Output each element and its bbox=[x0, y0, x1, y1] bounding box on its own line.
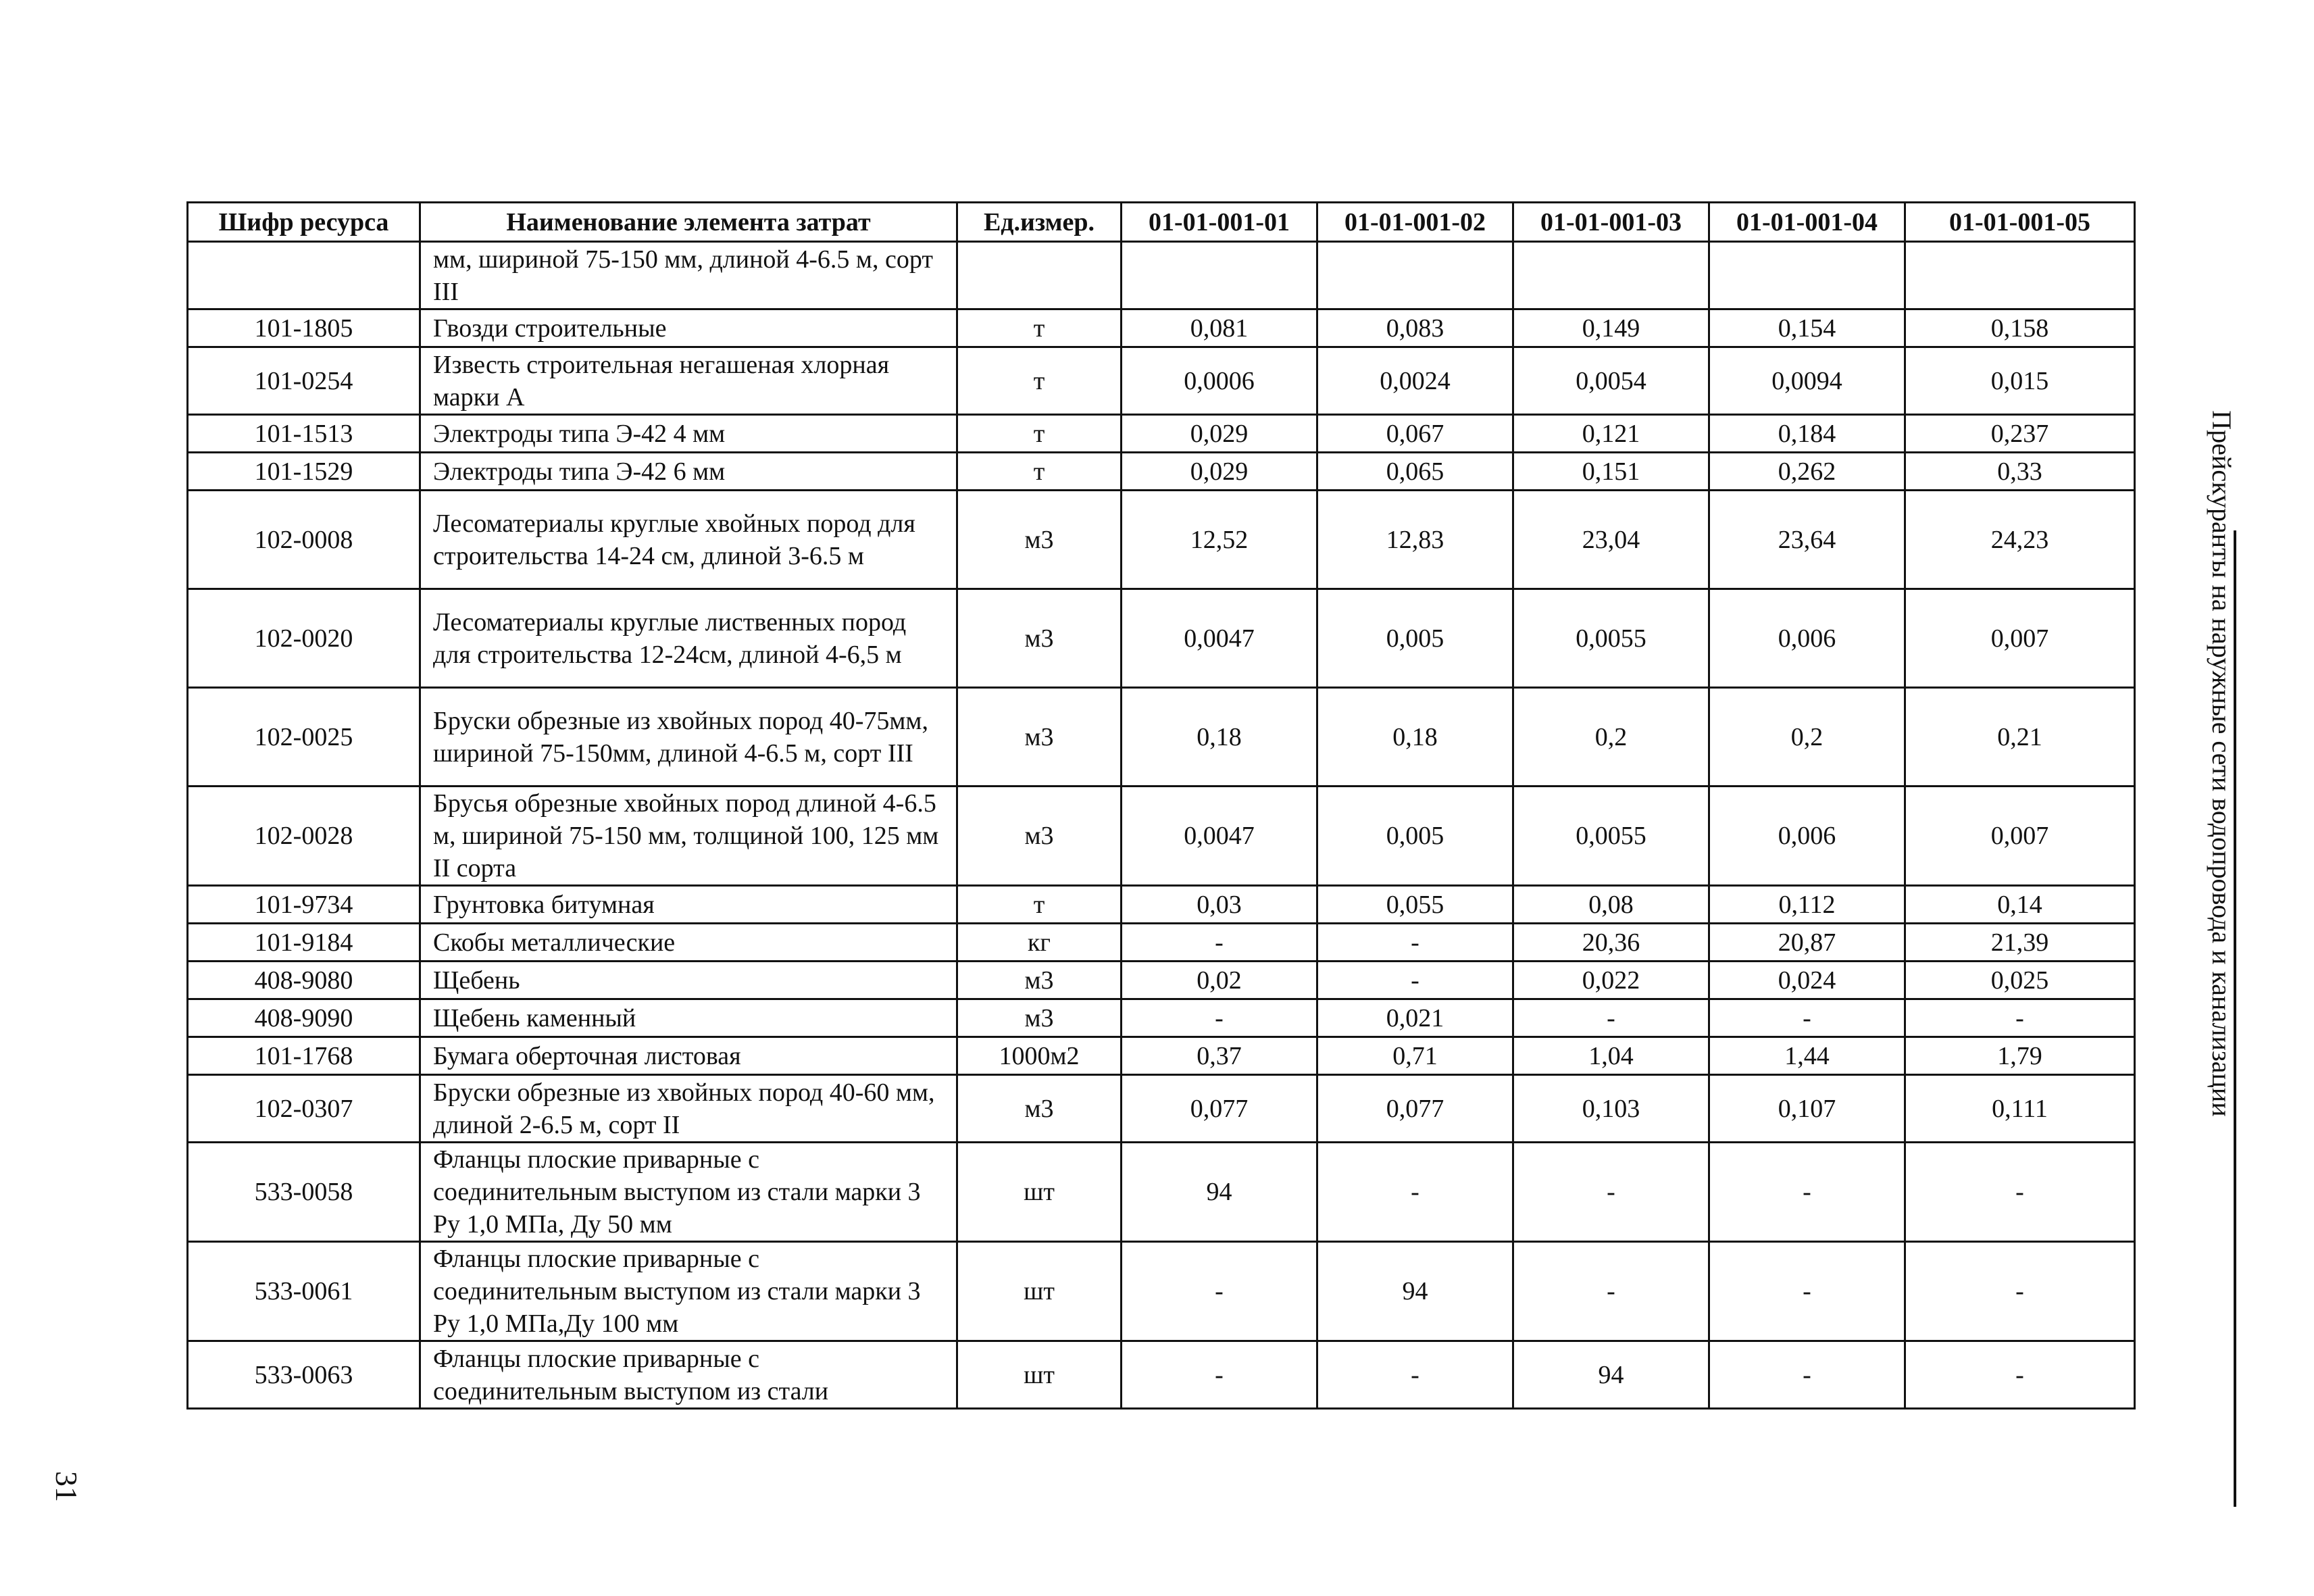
resource-code-cell: 101-9734 bbox=[188, 886, 420, 924]
table-row bbox=[188, 242, 2135, 309]
unit-cell: т bbox=[957, 309, 1122, 347]
value-cell: 0,067 bbox=[1317, 415, 1513, 453]
value-cell: 0,107 bbox=[1709, 1075, 1905, 1143]
value-cell: 0,262 bbox=[1709, 453, 1905, 491]
value-cell: 0,151 bbox=[1513, 453, 1709, 491]
value-cell: 94 bbox=[1513, 1341, 1709, 1409]
cost-element-name-cell: Известь строительная негашеная хлорная марки А bbox=[420, 347, 957, 415]
value-cell: - bbox=[1122, 1242, 1317, 1341]
unit-cell: шт bbox=[957, 1341, 1122, 1409]
value-cell: 0,022 bbox=[1513, 962, 1709, 999]
header-price-03: 01-01-001-03 bbox=[1513, 203, 1709, 242]
cost-element-name-cell: Щебень bbox=[420, 962, 957, 999]
value-cell: 0,2 bbox=[1709, 688, 1905, 787]
value-cell bbox=[1905, 242, 2135, 309]
unit-cell: м3 bbox=[957, 1075, 1122, 1143]
header-price-02: 01-01-001-02 bbox=[1317, 203, 1513, 242]
value-cell: - bbox=[1513, 1143, 1709, 1242]
value-cell: 0,081 bbox=[1122, 309, 1317, 347]
resource-code-cell: 101-1529 bbox=[188, 453, 420, 491]
value-cell: - bbox=[1317, 1143, 1513, 1242]
value-cell: - bbox=[1905, 1242, 2135, 1341]
table-row bbox=[188, 924, 2135, 962]
resource-code-cell: 102-0028 bbox=[188, 787, 420, 886]
header-price-04: 01-01-001-04 bbox=[1709, 203, 1905, 242]
value-cell bbox=[1709, 242, 1905, 309]
value-cell: 0,0024 bbox=[1317, 347, 1513, 415]
value-cell: 0,006 bbox=[1709, 589, 1905, 688]
value-cell: 1,79 bbox=[1905, 1037, 2135, 1075]
value-cell: 0,024 bbox=[1709, 962, 1905, 999]
value-cell: 0,065 bbox=[1317, 453, 1513, 491]
resource-code-cell: 533-0058 bbox=[188, 1143, 420, 1242]
value-cell: 12,52 bbox=[1122, 491, 1317, 589]
value-cell: 0,18 bbox=[1317, 688, 1513, 787]
value-cell: 0,007 bbox=[1905, 787, 2135, 886]
value-cell: 0,029 bbox=[1122, 453, 1317, 491]
unit-cell: шт bbox=[957, 1143, 1122, 1242]
resource-code-cell: 102-0307 bbox=[188, 1075, 420, 1143]
value-cell: - bbox=[1709, 999, 1905, 1037]
resource-code-cell: 101-1805 bbox=[188, 309, 420, 347]
resource-code-cell: 102-0008 bbox=[188, 491, 420, 589]
value-cell: 0,158 bbox=[1905, 309, 2135, 347]
value-cell: 20,87 bbox=[1709, 924, 1905, 962]
table-row bbox=[188, 1341, 2135, 1409]
table-row bbox=[188, 347, 2135, 415]
table-row bbox=[188, 1242, 2135, 1341]
resource-code-cell: 101-1768 bbox=[188, 1037, 420, 1075]
table-row bbox=[188, 1075, 2135, 1143]
value-cell bbox=[1513, 242, 1709, 309]
value-cell: 0,0094 bbox=[1709, 347, 1905, 415]
value-cell: 0,021 bbox=[1317, 999, 1513, 1037]
value-cell: 0,0055 bbox=[1513, 787, 1709, 886]
value-cell: - bbox=[1317, 1341, 1513, 1409]
value-cell bbox=[1317, 242, 1513, 309]
value-cell: 0,055 bbox=[1317, 886, 1513, 924]
value-cell: 94 bbox=[1122, 1143, 1317, 1242]
resource-code-cell: 533-0063 bbox=[188, 1341, 420, 1409]
value-cell: - bbox=[1317, 924, 1513, 962]
unit-cell: м3 bbox=[957, 688, 1122, 787]
unit-cell: м3 bbox=[957, 999, 1122, 1037]
header-cost-element-name: Наименование элемента затрат bbox=[420, 203, 957, 242]
value-cell: - bbox=[1513, 1242, 1709, 1341]
unit-cell: 1000м2 bbox=[957, 1037, 1122, 1075]
unit-cell: т bbox=[957, 415, 1122, 453]
cost-element-name-cell: Грунтовка битумная bbox=[420, 886, 957, 924]
unit-cell: м3 bbox=[957, 787, 1122, 886]
value-cell: 0,077 bbox=[1317, 1075, 1513, 1143]
table-row bbox=[188, 999, 2135, 1037]
cost-element-name-cell: Фланцы плоские приварные с соединительным выступом из стали марки 3 Ру 1,0 МПа,Ду 100 мм bbox=[420, 1242, 957, 1341]
cost-element-name-cell: Скобы металлические bbox=[420, 924, 957, 962]
value-cell: - bbox=[1709, 1143, 1905, 1242]
header-price-01: 01-01-001-01 bbox=[1122, 203, 1317, 242]
value-cell: 0,237 bbox=[1905, 415, 2135, 453]
value-cell: 0,006 bbox=[1709, 787, 1905, 886]
header-price-05: 01-01-001-05 bbox=[1905, 203, 2135, 242]
table-row bbox=[188, 886, 2135, 924]
value-cell: 0,111 bbox=[1905, 1075, 2135, 1143]
table-row bbox=[188, 589, 2135, 688]
value-cell: - bbox=[1905, 1143, 2135, 1242]
value-cell: 0,0006 bbox=[1122, 347, 1317, 415]
unit-cell: т bbox=[957, 886, 1122, 924]
value-cell: 0,083 bbox=[1317, 309, 1513, 347]
value-cell: 0,149 bbox=[1513, 309, 1709, 347]
value-cell: - bbox=[1317, 962, 1513, 999]
cost-element-name-cell: Брусья обрезные хвойных пород длиной 4-6.5 м, шириной 75-150 мм, толщиной 100, 125 мм II сорта bbox=[420, 787, 957, 886]
value-cell: 0,0055 bbox=[1513, 589, 1709, 688]
unit-cell: кг bbox=[957, 924, 1122, 962]
cost-element-name-cell: Фланцы плоские приварные с соединительным выступом из стали bbox=[420, 1341, 957, 1409]
table-row bbox=[188, 962, 2135, 999]
value-cell: - bbox=[1709, 1341, 1905, 1409]
resource-code-cell: 102-0020 bbox=[188, 589, 420, 688]
value-cell: 0,015 bbox=[1905, 347, 2135, 415]
value-cell: 0,71 bbox=[1317, 1037, 1513, 1075]
resource-code-cell: 533-0061 bbox=[188, 1242, 420, 1341]
value-cell: 0,37 bbox=[1122, 1037, 1317, 1075]
value-cell: - bbox=[1709, 1242, 1905, 1341]
cost-element-name-cell: Бумага оберточная листовая bbox=[420, 1037, 957, 1075]
value-cell: 21,39 bbox=[1905, 924, 2135, 962]
unit-cell: т bbox=[957, 453, 1122, 491]
value-cell: 0,154 bbox=[1709, 309, 1905, 347]
unit-cell: м3 bbox=[957, 589, 1122, 688]
value-cell: 20,36 bbox=[1513, 924, 1709, 962]
cost-element-name-cell: мм, шириной 75-150 мм, длиной 4-6.5 м, сорт III bbox=[420, 242, 957, 309]
value-cell: - bbox=[1122, 999, 1317, 1037]
table-row bbox=[188, 1143, 2135, 1242]
table-row bbox=[188, 1037, 2135, 1075]
value-cell: 0,112 bbox=[1709, 886, 1905, 924]
resource-code-cell: 101-0254 bbox=[188, 347, 420, 415]
value-cell: 0,33 bbox=[1905, 453, 2135, 491]
cost-element-name-cell: Лесоматериалы круглые хвойных пород для строительства 14-24 см, длиной 3-6.5 м bbox=[420, 491, 957, 589]
table-row bbox=[188, 688, 2135, 787]
cost-element-name-cell: Фланцы плоские приварные с соединительным выступом из стали марки 3 Ру 1,0 МПа, Ду 50 мм bbox=[420, 1143, 957, 1242]
unit-cell bbox=[957, 242, 1122, 309]
value-cell: 0,21 bbox=[1905, 688, 2135, 787]
header-resource-code: Шифр ресурса bbox=[188, 203, 420, 242]
page-number: 31 bbox=[49, 1471, 84, 1502]
value-cell: 0,08 bbox=[1513, 886, 1709, 924]
value-cell: - bbox=[1905, 1341, 2135, 1409]
value-cell: 0,005 bbox=[1317, 589, 1513, 688]
value-cell: 23,04 bbox=[1513, 491, 1709, 589]
unit-cell: м3 bbox=[957, 962, 1122, 999]
value-cell: - bbox=[1122, 1341, 1317, 1409]
value-cell: 0,18 bbox=[1122, 688, 1317, 787]
table-row bbox=[188, 453, 2135, 491]
value-cell: 0,121 bbox=[1513, 415, 1709, 453]
unit-cell: шт bbox=[957, 1242, 1122, 1341]
value-cell: 0,103 bbox=[1513, 1075, 1709, 1143]
value-cell: 0,0047 bbox=[1122, 589, 1317, 688]
value-cell: 24,23 bbox=[1905, 491, 2135, 589]
value-cell: 0,029 bbox=[1122, 415, 1317, 453]
value-cell: 0,02 bbox=[1122, 962, 1317, 999]
value-cell: 1,44 bbox=[1709, 1037, 1905, 1075]
cost-element-name-cell: Щебень каменный bbox=[420, 999, 957, 1037]
unit-cell: т bbox=[957, 347, 1122, 415]
cost-element-name-cell: Бруски обрезные из хвойных пород 40-75мм, шириной 75-150мм, длиной 4-6.5 м, сорт III bbox=[420, 688, 957, 787]
value-cell: 0,005 bbox=[1317, 787, 1513, 886]
table-header-row bbox=[188, 203, 2135, 242]
table-row bbox=[188, 787, 2135, 886]
value-cell: 0,0054 bbox=[1513, 347, 1709, 415]
value-cell: 12,83 bbox=[1317, 491, 1513, 589]
value-cell: 0,184 bbox=[1709, 415, 1905, 453]
value-cell: 0,0047 bbox=[1122, 787, 1317, 886]
value-cell: - bbox=[1122, 924, 1317, 962]
value-cell: 0,077 bbox=[1122, 1075, 1317, 1143]
cost-element-name-cell: Электроды типа Э-42 4 мм bbox=[420, 415, 957, 453]
resource-code-cell: 101-9184 bbox=[188, 924, 420, 962]
resource-code-cell: 101-1513 bbox=[188, 415, 420, 453]
resource-code-cell: 408-9090 bbox=[188, 999, 420, 1037]
value-cell: 23,64 bbox=[1709, 491, 1905, 589]
value-cell: 1,04 bbox=[1513, 1037, 1709, 1075]
cost-element-name-cell: Гвозди строительные bbox=[420, 309, 957, 347]
table-row bbox=[188, 309, 2135, 347]
value-cell bbox=[1122, 242, 1317, 309]
table-row bbox=[188, 415, 2135, 453]
value-cell: 0,2 bbox=[1513, 688, 1709, 787]
header-unit: Ед.измер. bbox=[957, 203, 1122, 242]
cost-elements-table bbox=[186, 201, 2136, 1410]
sidebar-document-title: Прейскуранты на наружные сети водопровода и канализации bbox=[2207, 410, 2237, 1117]
value-cell: 0,03 bbox=[1122, 886, 1317, 924]
value-cell: - bbox=[1905, 999, 2135, 1037]
table-row bbox=[188, 491, 2135, 589]
cost-element-name-cell: Лесоматериалы круглые лиственных пород для строительства 12-24см, длиной 4-6,5 м bbox=[420, 589, 957, 688]
value-cell: 0,14 bbox=[1905, 886, 2135, 924]
resource-code-cell bbox=[188, 242, 420, 309]
value-cell: 0,025 bbox=[1905, 962, 2135, 999]
value-cell: - bbox=[1513, 999, 1709, 1037]
cost-element-name-cell: Электроды типа Э-42 6 мм bbox=[420, 453, 957, 491]
unit-cell: м3 bbox=[957, 491, 1122, 589]
value-cell: 0,007 bbox=[1905, 589, 2135, 688]
value-cell: 94 bbox=[1317, 1242, 1513, 1341]
resource-code-cell: 102-0025 bbox=[188, 688, 420, 787]
cost-element-name-cell: Бруски обрезные из хвойных пород 40-60 мм, длиной 2-6.5 м, сорт II bbox=[420, 1075, 957, 1143]
resource-code-cell: 408-9080 bbox=[188, 962, 420, 999]
